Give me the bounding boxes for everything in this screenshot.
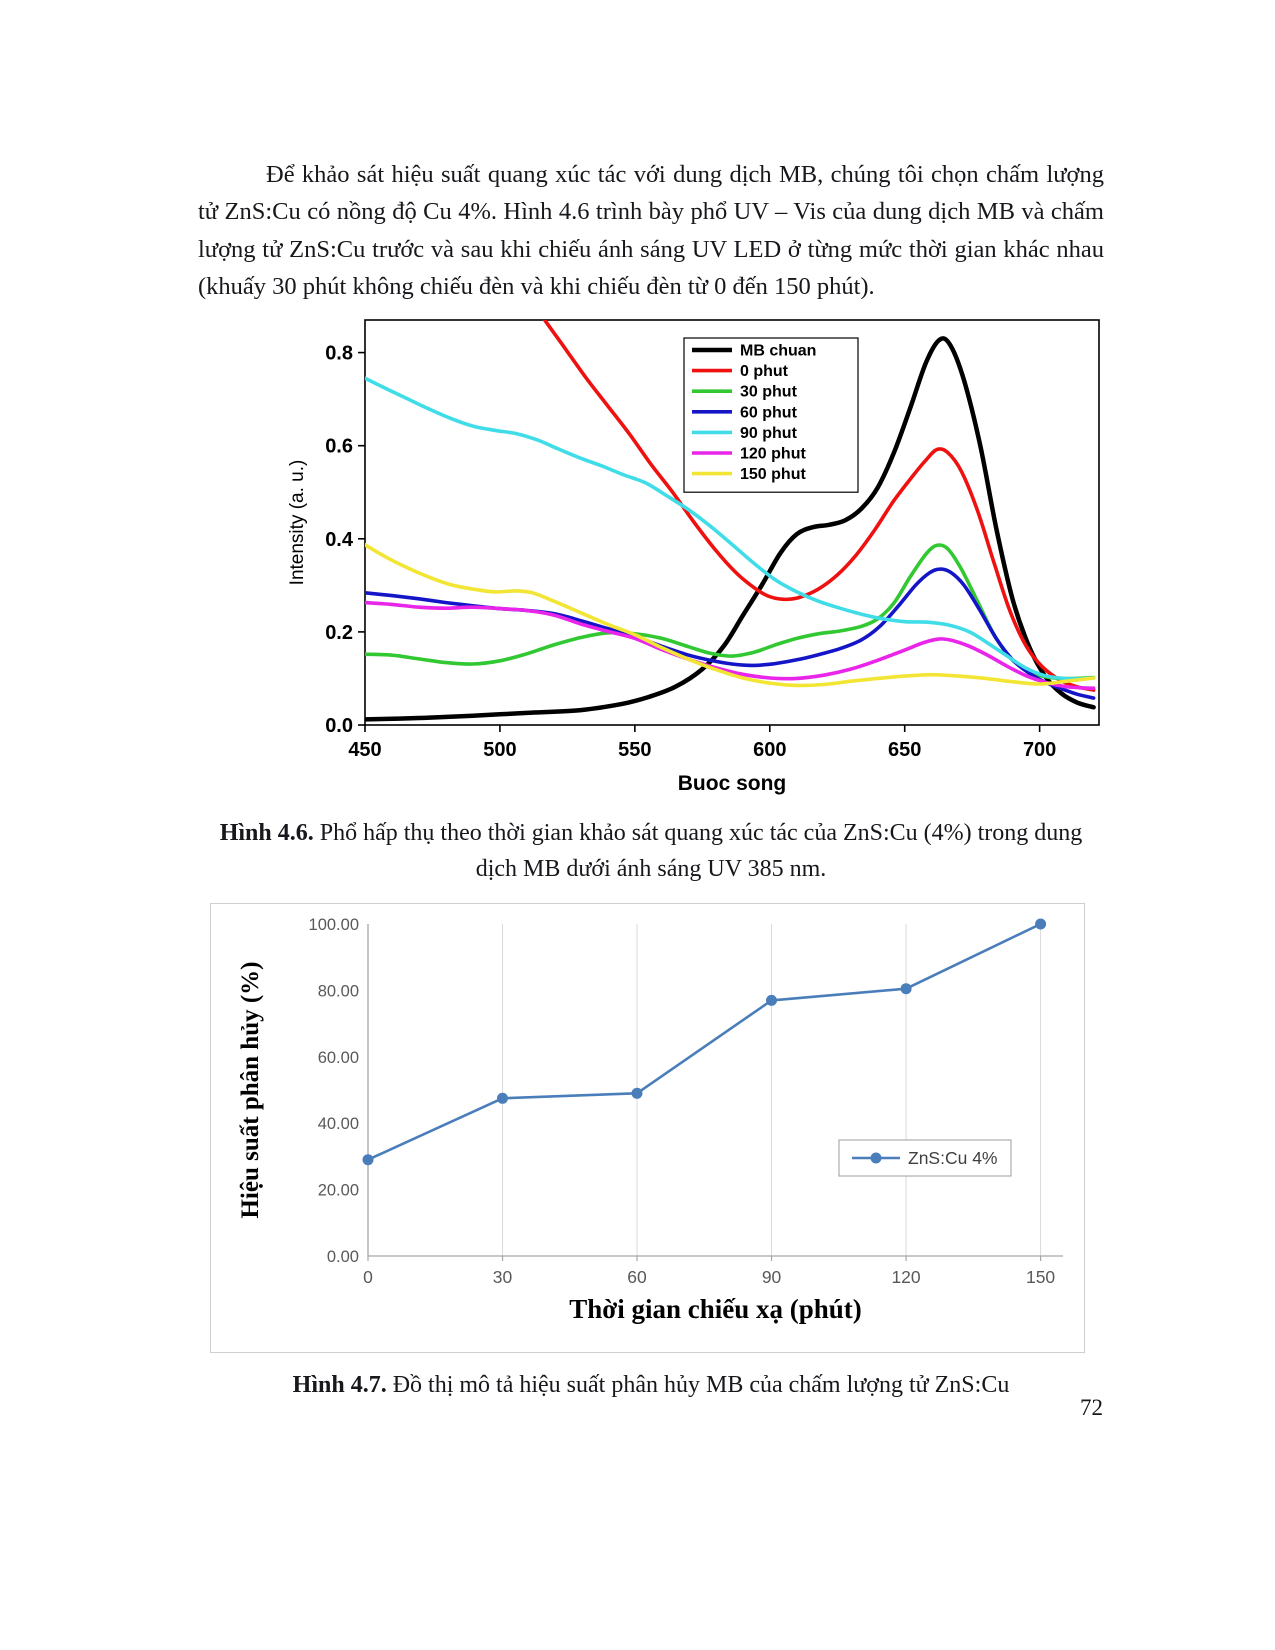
legend-label: 120 phut (740, 445, 806, 463)
x-axis (363, 1256, 1055, 1287)
data-point-marker (363, 1154, 374, 1165)
legend-label: 0 phut (740, 363, 788, 381)
legend (684, 338, 858, 492)
y-tick-label: 0.6 (325, 435, 353, 458)
y-tick-label: 80.00 (317, 982, 359, 1001)
y-tick-label: 40.00 (317, 1115, 359, 1134)
x-axis-label: Buoc song (677, 771, 787, 795)
y-axis (325, 343, 365, 737)
figure-4-6-caption-label: Hình 4.6. (219, 819, 314, 846)
legend-label: ZnS:Cu 4% (908, 1147, 998, 1168)
y-tick-label: 100.00 (308, 915, 359, 934)
x-tick-label: 700 (1022, 738, 1057, 761)
x-tick-label: 90 (761, 1266, 782, 1287)
y-tick-label: 0.2 (325, 621, 353, 644)
data-point-marker (901, 983, 912, 994)
figure-4-7-caption (198, 1367, 1104, 1403)
legend-marker (871, 1152, 882, 1163)
x-tick-label: 500 (483, 738, 517, 761)
x-axis-label: Thời gian chiếu xạ (phút) (569, 1293, 862, 1324)
y-tick-label: 0.8 (325, 342, 353, 365)
x-tick-label: 550 (618, 738, 652, 761)
efficiency-line (368, 924, 1041, 1160)
figure-4-7-caption-text: Đồ thị mô tả hiệu suất phân hủy MB của chấm lượng tử ZnS:Cu (392, 1371, 1010, 1398)
y-tick-label: 60.00 (317, 1048, 359, 1067)
data-point-marker (1035, 918, 1046, 929)
x-tick-label: 60 (627, 1266, 647, 1287)
y-tick-label: 0.00 (326, 1247, 359, 1266)
x-tick-label: 450 (348, 738, 382, 761)
degradation-efficiency-chart (212, 904, 1083, 1352)
figure-4-7-chart-container (210, 903, 1085, 1353)
figure-4-6-chart-container (283, 316, 1103, 803)
legend-label: 60 phut (740, 404, 797, 422)
x-tick-label: 120 (891, 1266, 921, 1287)
x-tick-label: 150 (1025, 1266, 1056, 1287)
data-point-marker (766, 995, 777, 1006)
legend-label: 90 phut (740, 424, 797, 442)
page-number: 72 (1080, 1395, 1103, 1420)
x-tick-label: 650 (888, 738, 922, 761)
figure-4-7-caption-label: Hình 4.7. (292, 1371, 387, 1398)
figure-4-6-caption (198, 815, 1104, 887)
intro-paragraph: Để khảo sát hiệu suất quang xúc tác với dung dịch MB, chúng tôi chọn chấm lượng tử ZnS:Cu có nồng độ Cu 4%. Hình 4.6 trình bày phổ UV – Vis của dung dịch MB và chấm lượng tử ZnS:Cu trước và sau khi chiếu ánh sáng UV LED ở từng mức thời gian khác nhau (khuấy 30 phút không chiếu đèn và khi chiếu đèn từ 0 đến 150 phút). (198, 161, 1104, 301)
y-axis-label: Intensity (a. u.) (287, 459, 308, 586)
y-axis-label: Hiệu suất phân hủy (%) (237, 961, 264, 1219)
gridlines (503, 924, 1041, 1256)
uv-vis-spectra-chart (283, 316, 1103, 798)
y-tick-label: 0.4 (325, 528, 353, 551)
legend (839, 1140, 1011, 1176)
x-tick-label: 600 (753, 738, 787, 761)
x-axis (348, 725, 1056, 761)
y-tick-label: 20.00 (317, 1181, 359, 1200)
data-point-marker (632, 1088, 643, 1099)
data-point-marker (497, 1093, 508, 1104)
y-axis (309, 916, 359, 1266)
page-content (198, 156, 1104, 1403)
legend-label: 150 phut (740, 466, 806, 484)
figure-4-6-caption-text: Phổ hấp thụ theo thời gian khảo sát quang xúc tác của ZnS:Cu (4%) trong dung dịch MB dưới ánh sáng UV 385 nm. (319, 819, 1083, 882)
x-tick-label: 30 (492, 1266, 513, 1287)
x-tick-label: 0 (363, 1266, 373, 1287)
y-tick-label: 0.0 (325, 714, 353, 737)
legend-label: MB chuan (740, 342, 817, 360)
legend-label: 30 phut (740, 383, 797, 401)
